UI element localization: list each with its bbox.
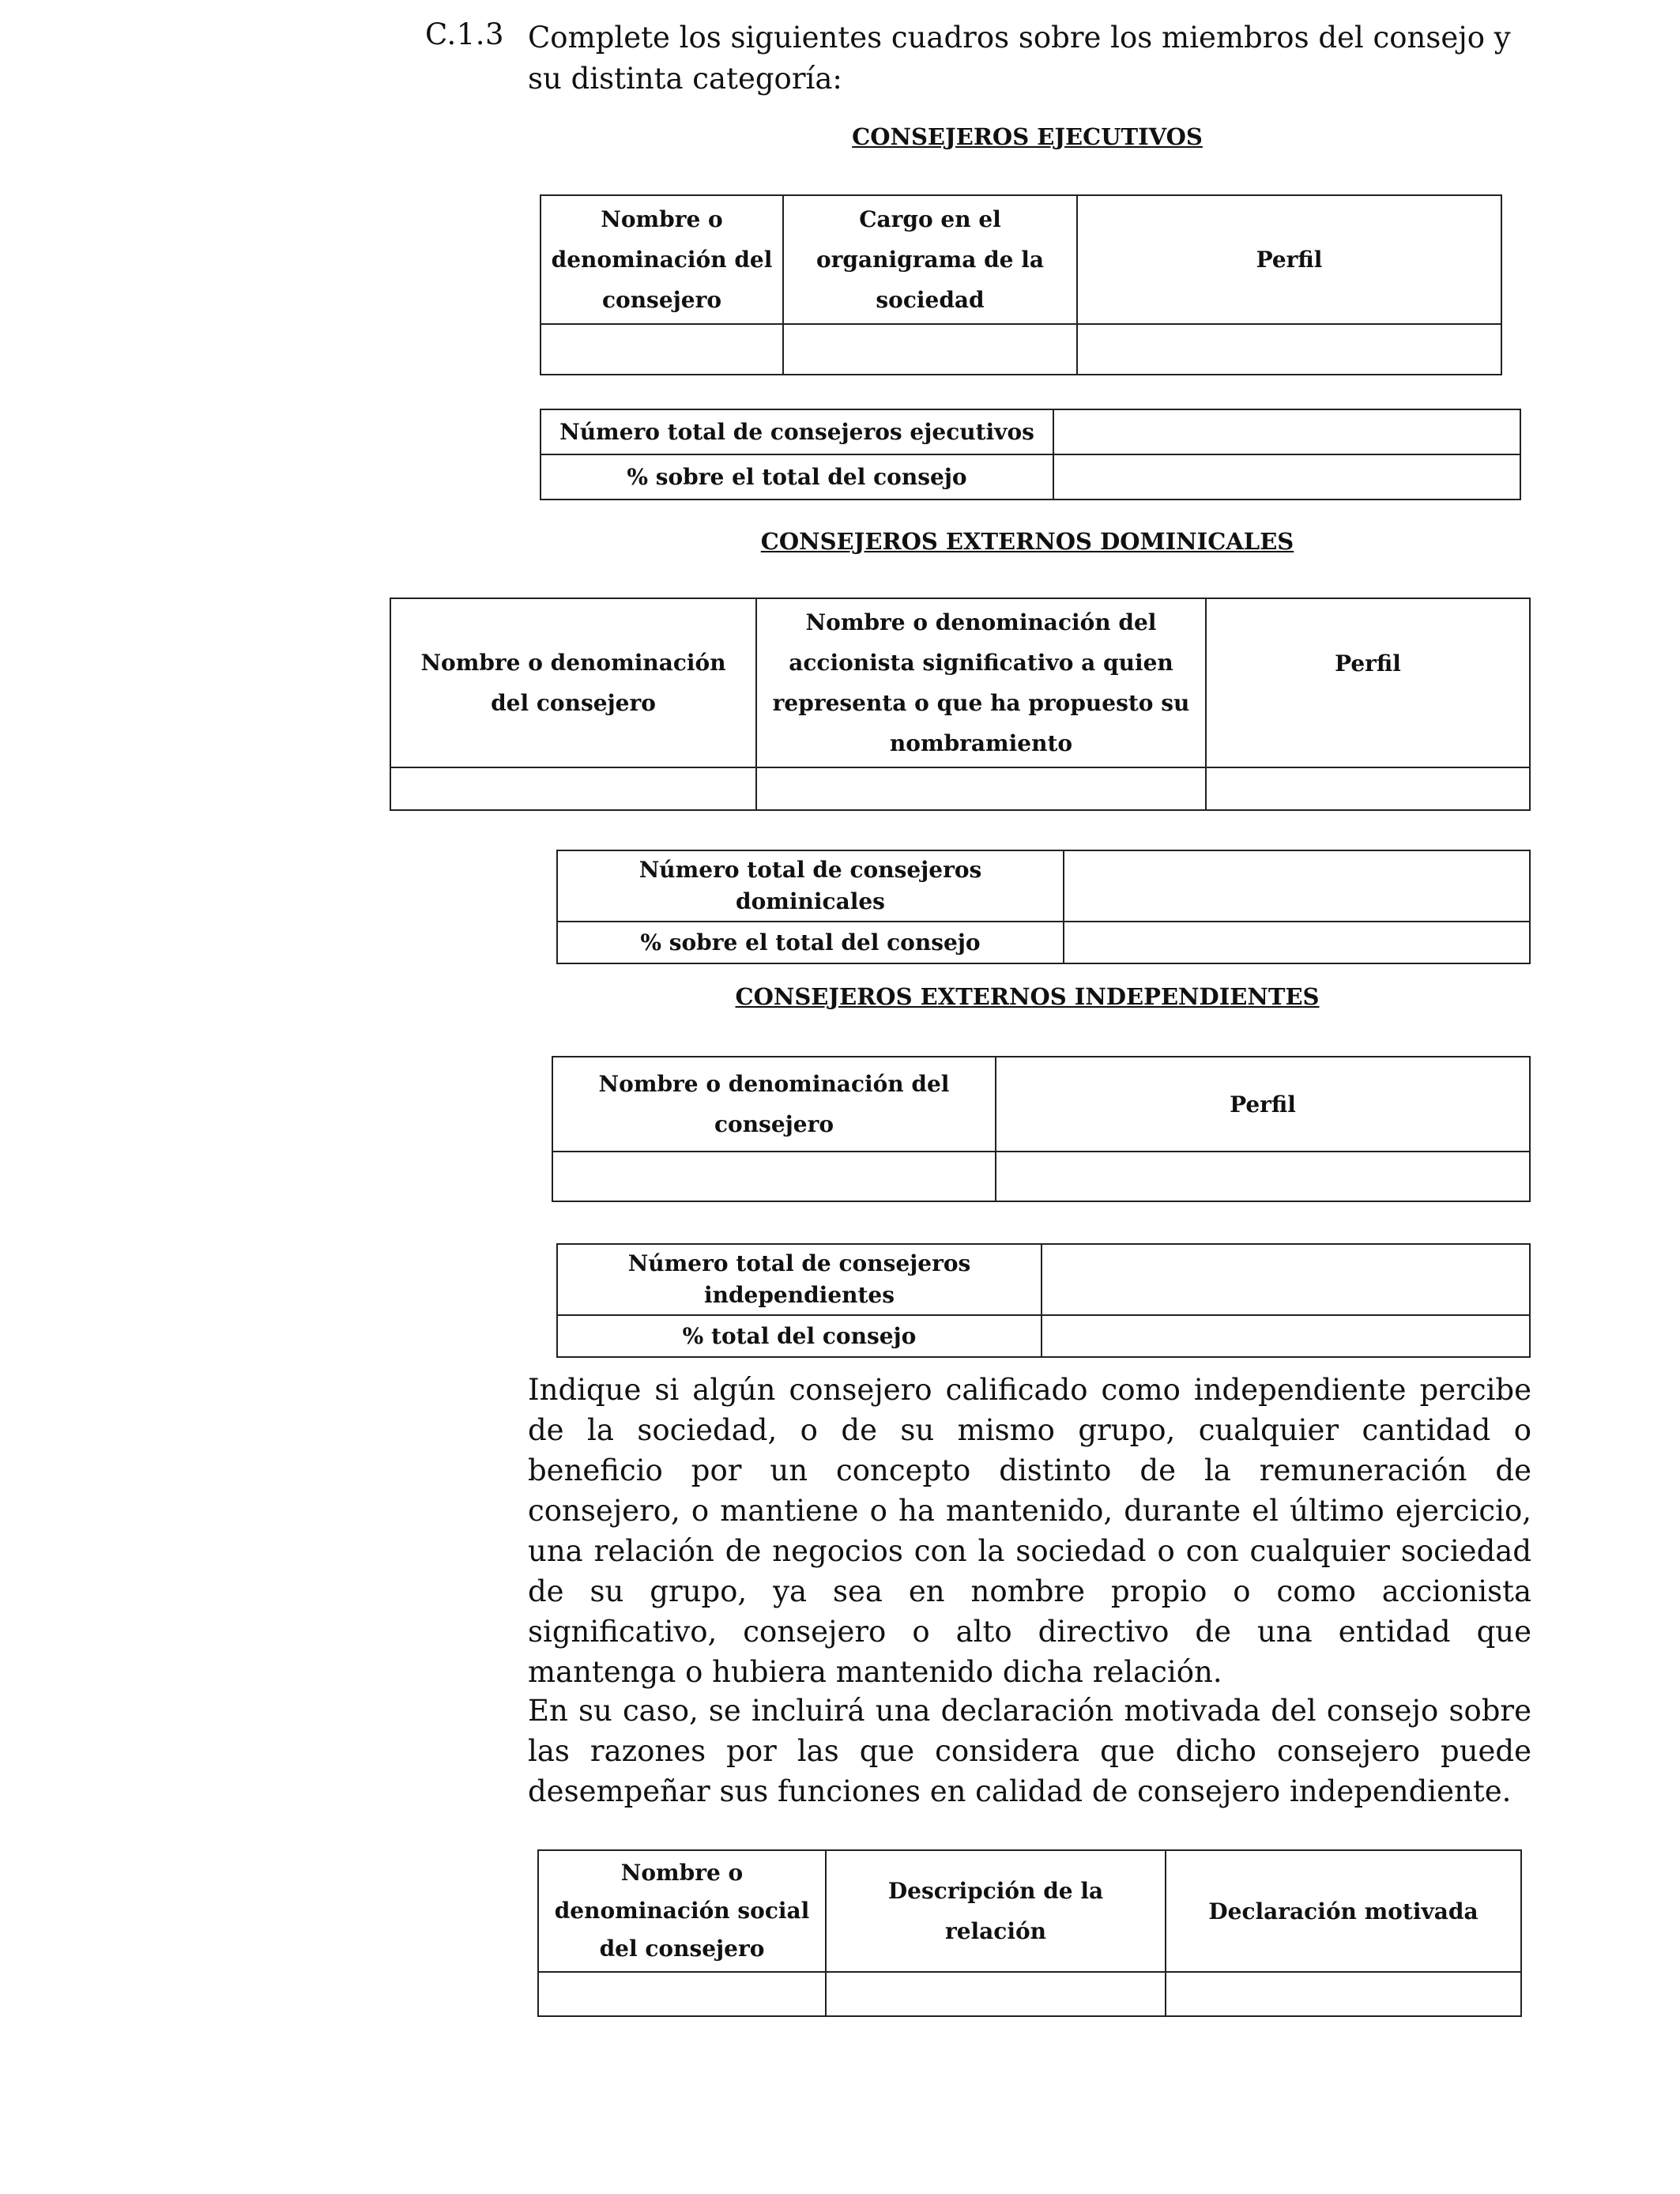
section-intro: Complete los siguientes cuadros sobre los miembros del consejo y su distinta categoría: (528, 21, 1511, 96)
summary-value-total[interactable] (1053, 409, 1520, 454)
summary-value-total[interactable] (1064, 850, 1530, 922)
table-row (552, 1152, 1530, 1201)
summary-label-total: Número total de consejeros ejecutivos (541, 409, 1053, 454)
summary-row (557, 922, 1530, 963)
table-row (538, 1972, 1521, 2016)
cell-perfil-input[interactable] (1077, 324, 1501, 375)
cell-perfil-input[interactable] (996, 1152, 1530, 1201)
table-relacion (537, 1849, 1522, 2017)
cell-nombre-input[interactable] (541, 324, 783, 375)
cell-perfil-input[interactable] (1206, 767, 1530, 810)
summary-value-percent[interactable] (1042, 1315, 1530, 1357)
summary-value-percent[interactable] (1064, 922, 1530, 963)
cell-declaracion-input[interactable] (1166, 1972, 1521, 2016)
summary-value-total[interactable] (1042, 1244, 1530, 1315)
table-header-row (541, 195, 1501, 324)
summary-label-total: Número total de consejeros dominicales (557, 850, 1064, 922)
paragraph-declaracion-motivada: En su caso, se incluirá una declaración motivada del consejo sobre las razones por las que considera que dicho consejero puede desempeñar sus funciones en calidad de consejero independiente. (528, 1694, 1531, 1808)
summary-dominicales (556, 850, 1531, 964)
summary-value-percent[interactable] (1053, 454, 1520, 499)
table-row (390, 767, 1530, 810)
col-header-declaracion: Declaración motivada (1166, 1850, 1521, 1972)
table-ejecutivos (540, 194, 1502, 375)
summary-row (557, 1315, 1530, 1357)
summary-independientes (556, 1243, 1531, 1358)
summary-row (557, 1244, 1530, 1315)
summary-row (557, 850, 1530, 922)
summary-row (541, 409, 1520, 454)
section-number: C.1.3 (425, 17, 505, 51)
col-header-accionista: Nombre o denominación del accionista significativo a quien representa o que ha propuesto su nombramiento (756, 598, 1206, 767)
cell-nombre-input[interactable] (552, 1152, 996, 1201)
cell-cargo-input[interactable] (783, 324, 1077, 375)
summary-label-percent: % sobre el total del consejo (557, 922, 1064, 963)
heading-dominicales: CONSEJEROS EXTERNOS DOMINICALES (760, 528, 1294, 555)
summary-label-total: Número total de consejeros independientes (557, 1244, 1042, 1315)
table-row (541, 324, 1501, 375)
cell-descripcion-input[interactable] (826, 1972, 1166, 2016)
table-dominicales (390, 598, 1531, 811)
col-header-perfil: Perfil (996, 1057, 1530, 1152)
heading-independientes: CONSEJEROS EXTERNOS INDEPENDIENTES (735, 983, 1320, 1010)
col-header-perfil: Perfil (1206, 598, 1530, 767)
paragraph-relacion-negocios: Indique si algún consejero calificado como independiente percibe de la sociedad, o de su mismo grupo, cualquier cantidad o beneficio por un concepto distinto de la remuneración de consejero, o mantiene o ha mantenido, durante el último ejercicio, una relación de negocios con la sociedad o con cualquier sociedad de su grupo, ya sea en nombre propio o como accionista significativo, consejero o alto directivo de una entidad que mantenga o hubiera mantenido dicha relación. (528, 1373, 1531, 1689)
col-header-nombre: Nombre o denominación social del consejero (538, 1850, 826, 1972)
cell-nombre-input[interactable] (538, 1972, 826, 2016)
table-header-row (538, 1850, 1521, 1972)
col-header-perfil: Perfil (1077, 195, 1501, 324)
col-header-cargo: Cargo en el organigrama de la sociedad (783, 195, 1077, 324)
table-header-row (390, 598, 1530, 767)
table-independientes (552, 1056, 1531, 1202)
col-header-nombre: Nombre o denominación del consejero (552, 1057, 996, 1152)
col-header-descripcion: Descripción de la relación (826, 1850, 1166, 1972)
cell-nombre-input[interactable] (390, 767, 756, 810)
summary-row (541, 454, 1520, 499)
cell-accionista-input[interactable] (756, 767, 1206, 810)
heading-ejecutivos: CONSEJEROS EJECUTIVOS (852, 123, 1203, 150)
table-header-row (552, 1057, 1530, 1152)
col-header-nombre: Nombre o denominación del consejero (390, 598, 756, 767)
summary-ejecutivos (540, 409, 1521, 500)
summary-label-percent: % total del consejo (557, 1315, 1042, 1357)
col-header-nombre: Nombre o denominación del consejero (541, 195, 783, 324)
summary-label-percent: % sobre el total del consejo (541, 454, 1053, 499)
